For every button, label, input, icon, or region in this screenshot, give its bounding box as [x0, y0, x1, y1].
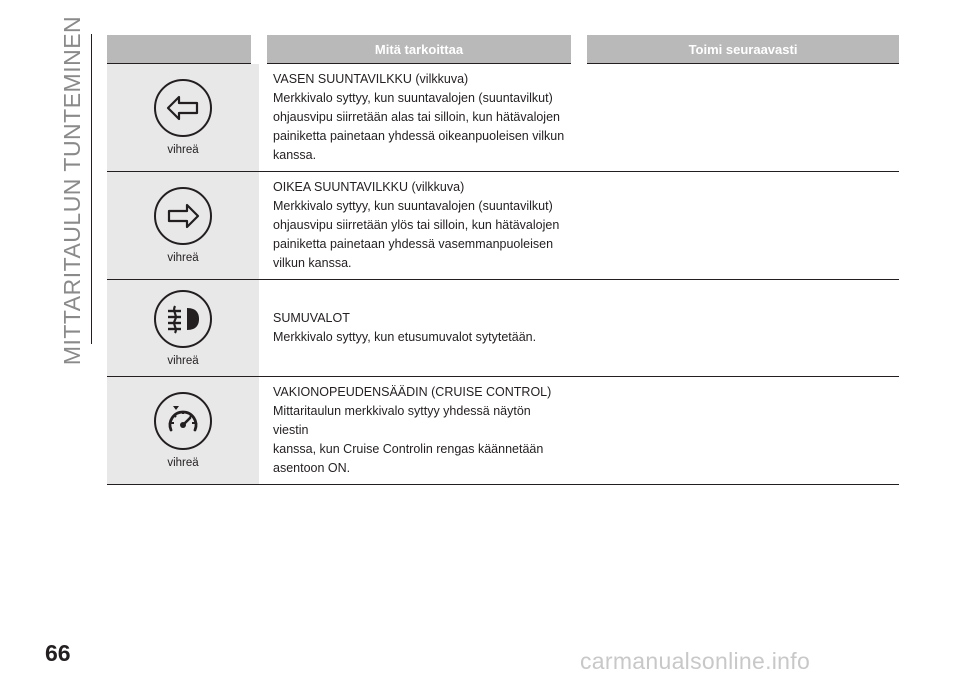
indicator-table [107, 35, 899, 485]
icon-cell [107, 172, 259, 280]
description-line: ohjausvipu siirretään alas tai silloin, kun hätävalojen [273, 110, 560, 124]
color-label: vihreä [167, 354, 199, 367]
description-line: painiketta painetaan yhdessä vasemmanpuoleisen [273, 237, 554, 251]
description-cell [259, 64, 579, 172]
description-line: Merkkivalo syttyy, kun suuntavalojen (suuntavilkut) [273, 91, 553, 105]
icon-cell [107, 64, 259, 172]
cruise-control-icon [163, 403, 203, 439]
description-cell [259, 280, 579, 377]
indicator-title: SUMUVALOT [273, 311, 350, 325]
table-row [107, 172, 899, 280]
color-label: vihreä [167, 144, 199, 156]
right-arrow-icon [165, 202, 201, 230]
page-number: 66 [45, 640, 71, 666]
indicator-title: VASEN SUUNTAVILKKU (vilkkuva) [273, 72, 469, 86]
description-line: ohjausvipu siirretään ylös tai silloin, kun hätävalojen [273, 218, 560, 232]
left-arrow-icon [165, 94, 201, 122]
description-line: vilkun kanssa. [273, 256, 352, 270]
icon-cell [107, 377, 259, 485]
description-line: kanssa, kun Cruise Controlin rengas käännetään [273, 442, 544, 456]
fog-light-icon [163, 303, 203, 335]
description-line: asentoon ON. [273, 461, 351, 475]
description-line: Merkkivalo syttyy, kun suuntavalojen (suuntavilkut) [273, 199, 553, 213]
table-row [107, 377, 899, 485]
color-label: vihreä [167, 252, 199, 264]
watermark: carmanualsonline.info [580, 648, 811, 674]
description-cell [259, 377, 579, 485]
description-cell [259, 172, 579, 280]
action-cell [579, 64, 899, 172]
section-divider [91, 34, 92, 344]
header-icon [107, 35, 259, 64]
color-label: vihreä [167, 457, 199, 469]
description-line: kanssa. [273, 148, 317, 162]
description-line: Mittaritaulun merkkivalo syttyy yhdessä näytön viestin [273, 404, 531, 437]
action-cell [579, 377, 899, 485]
indicator-title: VAKIONOPEUDENSÄÄDIN (CRUISE CONTROL) [273, 385, 552, 399]
table-row [107, 64, 899, 172]
header-action: Toimi seuraavasti [579, 35, 899, 64]
action-cell [579, 172, 899, 280]
section-title: MITTARITAULUN TUNTEMINEN [59, 15, 86, 365]
action-cell [579, 280, 899, 377]
description-line: Merkkivalo syttyy, kun etusumuvalot sytytetään. [273, 330, 537, 344]
table-header-row [107, 35, 899, 64]
table-row [107, 280, 899, 377]
icon-cell [107, 280, 259, 377]
description-line: painiketta painetaan yhdessä oikeanpuoleisen vilkun [273, 129, 565, 143]
indicator-title: OIKEA SUUNTAVILKKU (vilkkuva) [273, 180, 465, 194]
header-meaning: Mitä tarkoittaa [259, 35, 579, 64]
